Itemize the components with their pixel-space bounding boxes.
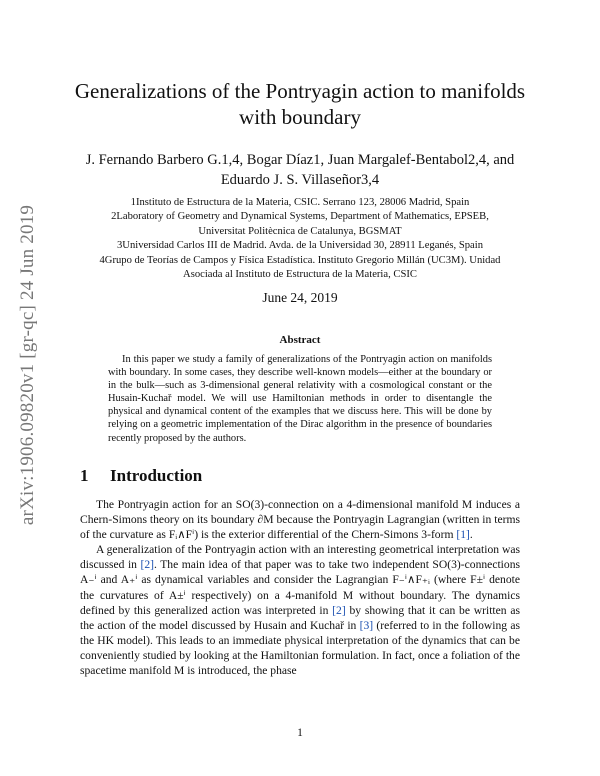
citation-link-1[interactable]: [1] [456, 528, 470, 542]
citation-link-4[interactable]: [3] [359, 618, 374, 632]
citation-link-3[interactable]: [2] [332, 603, 346, 617]
section-heading [80, 466, 202, 486]
abstract-text: In this paper we study a family of generalizations of the Pontryagin action on manifolds with boundary. In some cases, they describe well-known models—either at the boundary or in the bulk—such as 3-dimensional general relativity with a cosmological constant or the Husain-Kuchař model. We will use Hamiltonian methods in order to disentangle the physical and dynamical content of the examples that we discuss here. This will be done by relying on a geometric implementation of the Dirac algorithm in the presence of boundaries recently proposed by the authors. [108, 354, 492, 444]
affiliation-2: 2Laboratory of Geometry and Dynamical Systems, Department of Mathematics, EPSEB, [111, 211, 489, 223]
paragraph-2-text-d: (referred to in the following as the HK model). This leads to an immediate physical interpretation of the dynamics that can be conveniently studied by looking at the Hamiltonian formulation. In fact, once a foliation of the spacetime manifold M is introduced, the phase [80, 618, 520, 678]
author-list: J. Fernando Barbero G.1,4, Bogar Díaz1, Juan Margalef-Bentabol2,4, and Eduardo J. S. Villaseñor3,4 [85, 152, 515, 188]
affiliation-1: 1Instituto de Estructura de la Materia, CSIC. Serrano 123, 28006 Madrid, Spain [130, 197, 470, 208]
paragraph-2 [80, 542, 520, 678]
affiliation-3: 3Universidad Carlos III de Madrid. Avda. de la Universidad 30, 28911 Leganés, Spain [117, 240, 483, 252]
paragraph-1-end: . [469, 528, 473, 542]
affiliation-4-cont: Asociada al Instituto de Estructura de la Materia, CSIC [183, 269, 417, 281]
paragraph-2-text-c: by showing that it can be written as the action of the model discussed by Husain and Kuchař in [80, 603, 520, 632]
paper-date: June 24, 2019 [262, 290, 338, 305]
paragraph-1 [80, 497, 520, 542]
section-title: Introduction [110, 466, 203, 485]
abstract-heading: Abstract [279, 334, 321, 346]
section-number: 1 [80, 466, 89, 485]
affiliation-2-cont: Universitat Politècnica de Catalunya, BGSMAT [198, 225, 402, 237]
paper-title: Generalizations of the Pontryagin action to manifolds with boundary [74, 79, 526, 129]
paragraph-2-text-b: . The main idea of that paper was to take two independent SO(3)-connections A₋ⁱ and A₊ⁱ as dynamical variables and consider the Lagrangian F₋ⁱ∧F₊ᵢ (where F±ⁱ denote the curvatures of A±ⁱ respectively) on a 4-manifold M without boundary. The dynamics defined by this generalized action was interpreted in [80, 558, 521, 617]
citation-link-2[interactable]: [2] [140, 558, 155, 572]
affiliation-4: 4Grupo de Teorías de Campos y Física Estadística. Instituto Gregorio Millán (UC3M). Unidad [99, 254, 501, 266]
paragraph-1-text: The Pontryagin action for an SO(3)-connection on a 4-dimensional manifold M induces a Chern-Simons theory on its boundary ∂M because the Pontryagin Lagrangian (written in terms of the curvature as Fᵢ∧Fⁱ) is the exterior differential of the Chern-Simons 3-form [80, 498, 520, 542]
page-number: 1 [297, 727, 303, 739]
paragraph-2-text-a: A generalization of the Pontryagin action with an interesting geometrical interpretation was discussed in [80, 543, 521, 572]
arxiv-stamp [10, 200, 46, 530]
arxiv-identifier: arXiv:1906.09820v1 [gr-qc] 24 Jun 2019 [17, 204, 38, 526]
introduction-body [80, 497, 520, 678]
affiliations [72, 196, 528, 282]
